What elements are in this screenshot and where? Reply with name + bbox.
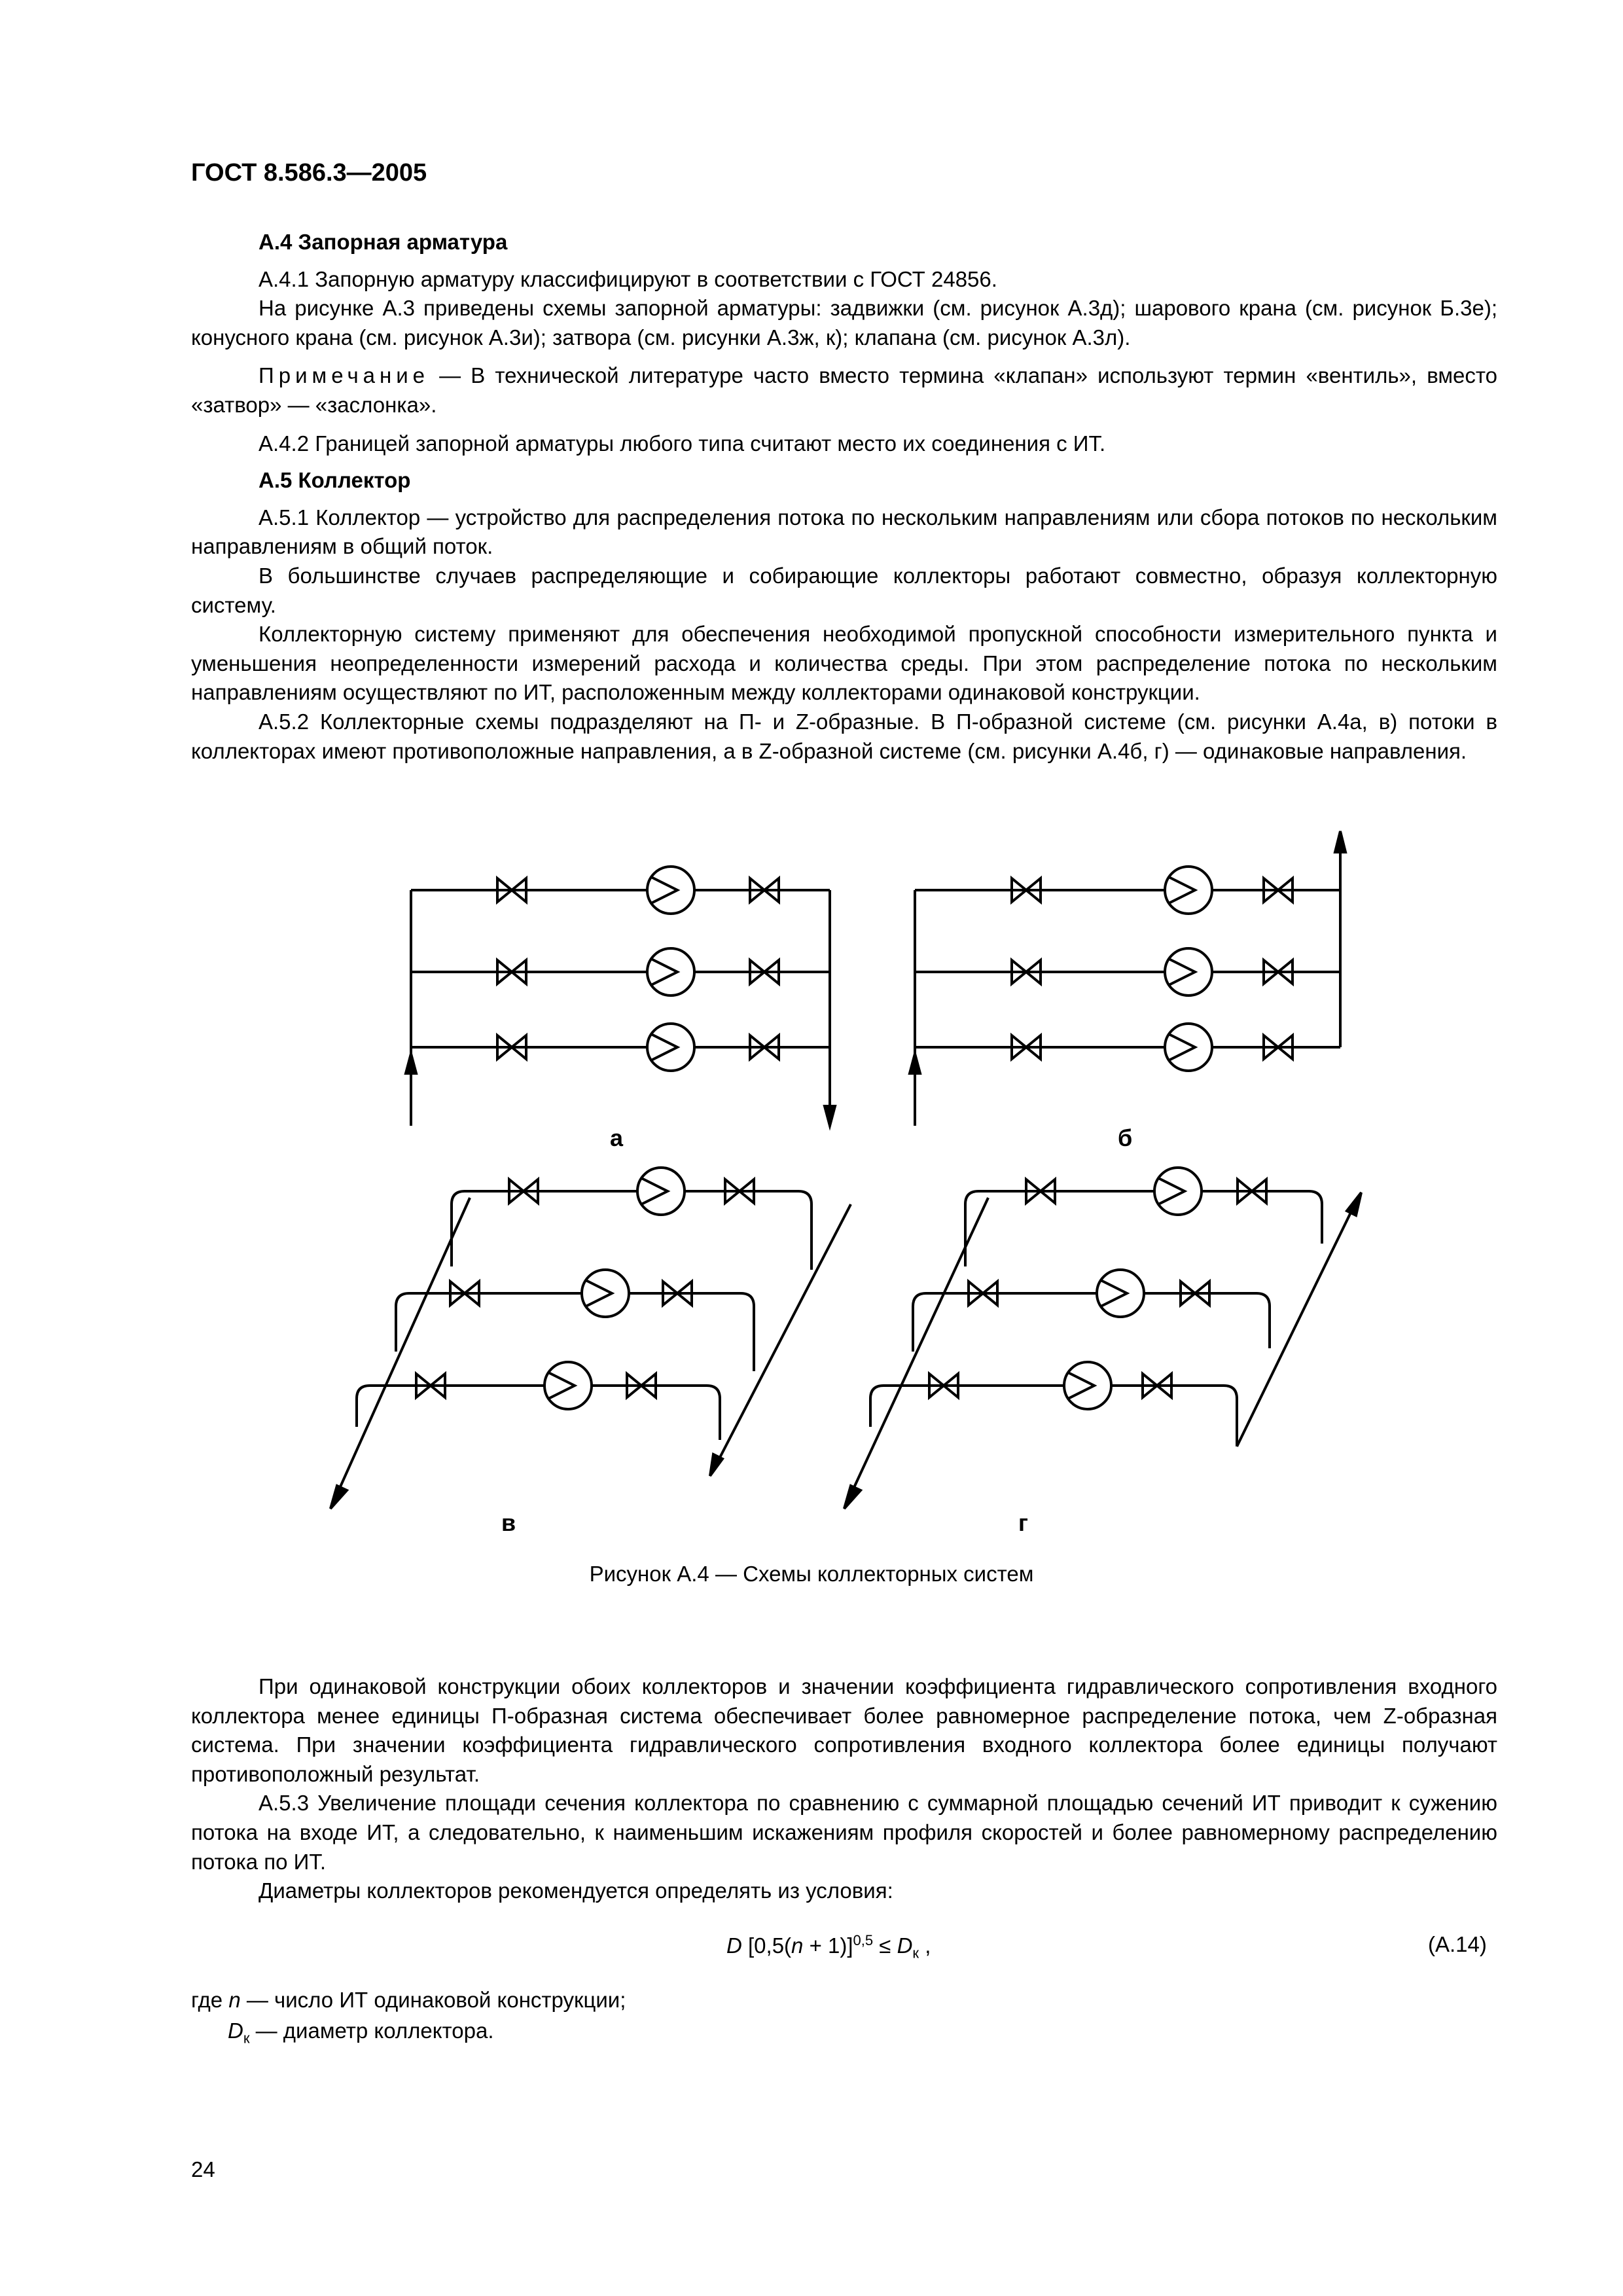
flow-meter-icon <box>1154 1168 1202 1215</box>
para-a51-system: Коллекторную систему применяют для обеспечения необходимой пропускной способности измерительного пункта и уменьшения неопределенности измерений расхода и количества среды. При этом распределение потока по нескольким направлениям осуществляют по ИТ, расположенным между коллекторами одинаковой конструкции. <box>191 622 1497 705</box>
label-b: б <box>1118 1124 1133 1151</box>
flow-meter-icon <box>1165 948 1212 996</box>
note-label: Примечание <box>259 363 430 388</box>
para-a51: А.5.1 Коллектор — устройство для распределения потока по нескольким направлениям или сбора потоков по нескольким направлениям в общий поток. <box>191 505 1497 559</box>
label-g: г <box>1018 1509 1028 1536</box>
page-number: 24 <box>191 2157 215 2181</box>
note-text: — В технической литературе часто вместо термина «клапан» используют термин «вентиль», вместо «затвор» — «заслонка». <box>191 363 1497 417</box>
document-header: ГОСТ 8.586.3—2005 <box>191 159 427 187</box>
para-a51-cont: В большинстве случаев распределяющие и собирающие коллекторы работают совместно, образуя коллекторную систему. <box>191 563 1497 617</box>
flow-meter-icon <box>1165 867 1212 914</box>
flow-meter-icon <box>1097 1270 1144 1317</box>
para-collector-comparison: При одинаковой конструкции обоих коллекторов и значении коэффициента гидравлического сопротивления входного коллектора менее единицы П-образная система обеспечивает более равномерное распределение потока, чем Z-образная система. При значении коэффициента гидравлического сопротивления входного коллектора более единицы получают противоположный результат. <box>191 1674 1497 1786</box>
flow-meter-icon <box>1064 1362 1111 1409</box>
flow-meter-icon <box>647 948 694 996</box>
scheme-v <box>330 1191 851 1509</box>
where-line-2: $D_к$ — диаметр коллектора. <box>228 2018 494 2047</box>
para-a52: А.5.2 Коллекторные схемы подразделяют на П- и Z-образные. В П-образной системе (см. рисунки А.4а, в) потоки в коллекторах имеют противоположные направления, а в Z-образной системе (см. рисунки А.4б, г) — одинаковые направления. <box>191 709 1497 763</box>
flow-meter-icon <box>544 1362 592 1409</box>
flow-meter-icon <box>1165 1024 1212 1071</box>
scheme-a <box>406 890 835 1126</box>
formula-a14: D $[0,5(n + 1)]^{0,5} \le D_к$ , <box>726 1932 931 1962</box>
section-a5-cont <box>191 1672 1497 1906</box>
scheme-b-devices <box>1012 867 1293 1071</box>
scheme-g <box>844 1191 1361 1509</box>
label-a: а <box>610 1124 624 1151</box>
scheme-g-devices <box>929 1168 1266 1409</box>
para-a41: А.4.1 Запорную арматуру классифицируют в соответствии с ГОСТ 24856. <box>259 266 997 291</box>
label-v: в <box>501 1509 516 1536</box>
figure-caption: Рисунок А.4 — Схемы коллекторных систем <box>589 1562 1034 1586</box>
where-line-1: где n — число ИТ одинаковой конструкции; <box>191 1988 626 2012</box>
para-a42: А.4.2 Границей запорной арматуры любого типа считают место их соединения с ИТ. <box>259 431 1106 456</box>
para-a53: А.5.3 Увеличение площади сечения коллектора по сравнению с суммарной площадью сечений ИТ приводит к сужению потока на входе ИТ, а следовательно, к наименьшим искажениям профиля скоростей и более равномерному распределению потока по ИТ. <box>191 1791 1497 1874</box>
heading-a4: А.4 Запорная арматура <box>259 230 508 254</box>
formula-number: (А.14) <box>1428 1932 1487 1956</box>
scheme-a-devices <box>497 867 779 1071</box>
scheme-b <box>910 831 1346 1126</box>
flow-meter-icon <box>647 867 694 914</box>
para-diameter-condition: Диаметры коллекторов рекомендуется определять из условия: <box>259 1878 893 1903</box>
flow-meter-icon <box>647 1024 694 1071</box>
heading-a5: А.5 Коллектор <box>259 468 411 493</box>
flow-meter-icon <box>582 1270 629 1317</box>
para-a41-figure-ref: На рисунке А.3 приведены схемы запорной арматуры: задвижки (см. рисунок А.3д); шарового крана (см. рисунок Б.3е); конусного крана (см. рисунок А.3и); затвора (см. рисунки А.3ж, к); клапана (см. рисунок А.3л). <box>191 296 1497 350</box>
flow-meter-icon <box>637 1168 685 1215</box>
